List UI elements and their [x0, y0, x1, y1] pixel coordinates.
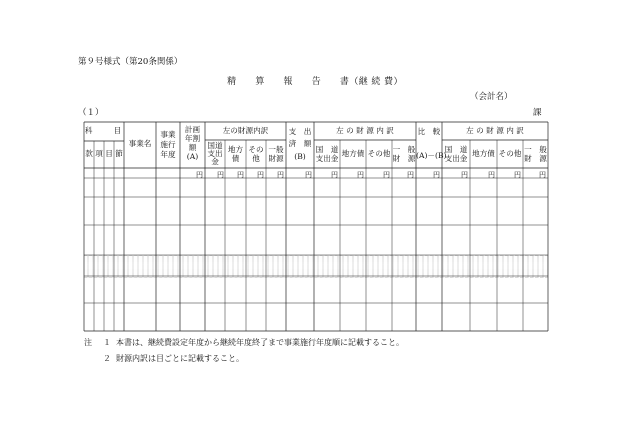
header-keikaku-4: (A) [186, 152, 199, 161]
header-jigyo-mei: 事業名 [128, 139, 152, 148]
yen-kokudou-3: 円 [461, 171, 468, 179]
header-ippan-3a: 一 般 [524, 145, 547, 154]
header-chihou-1b: 債 [231, 154, 240, 163]
note-2-number: ２ [103, 354, 111, 363]
header-hikaku-2: (A)－(B) [416, 151, 447, 160]
yen-kokudou-2: 円 [331, 171, 338, 179]
yen-chihou-1: 円 [237, 171, 244, 179]
form-number: 第９号様式（第20条関係） [78, 57, 183, 67]
header-setsu: 節 [115, 149, 123, 158]
header-chihou-3: 地方債 [472, 149, 495, 158]
header-kokudou-1a: 国道 [207, 141, 223, 150]
header-jigyo-nendo-2: 施行 [160, 140, 176, 149]
section-number: （１） [78, 108, 104, 118]
yen-chihou-2: 円 [357, 171, 364, 179]
header-kan: 款 [85, 149, 93, 158]
page-break-band [84, 255, 548, 278]
section-suffix: 課 [533, 108, 542, 118]
header-shishutsu-1: 支 出 [288, 127, 312, 136]
header-kou: 項 [95, 149, 103, 158]
yen-hikaku: 円 [433, 171, 440, 179]
accounting-unit-label: （会計名） [470, 92, 513, 102]
header-left-breakdown-2: 左 の 財 源 内 訳 [336, 126, 394, 135]
header-chihou-2: 地方債 [341, 149, 365, 158]
note-prefix: 注 [84, 338, 92, 347]
header-ippan-1a: 一般 [268, 145, 284, 154]
header-keikaku-2: 年割 [184, 134, 201, 143]
header-kokudou-2a: 国 道 [315, 145, 339, 154]
header-kokudou-3b: 支出金 [444, 154, 468, 163]
header-sonota-2: その他 [367, 149, 391, 158]
header-kokudou-1c: 金 [211, 157, 219, 166]
yen-ippan-1: 円 [277, 171, 284, 179]
yen-ippan-3: 円 [539, 171, 546, 179]
header-kokudou-2b: 支出金 [315, 154, 339, 163]
header-kokudou-3a: 国 道 [444, 145, 468, 154]
header-ippan-3b: 財 源 [524, 154, 547, 163]
yen-sonota-2: 円 [383, 171, 390, 179]
header-moku: 目 [105, 149, 113, 158]
header-shishutsu-2: 済 額 [288, 139, 312, 148]
header-sonota-1b: 他 [252, 154, 260, 163]
header-jigyo-nendo-1: 事業 [160, 130, 176, 139]
note-1-text: 本書は、継続費設定年度から継続年度終了まで事業施行年度順に記載すること。 [116, 338, 404, 347]
header-kokudou-1b: 支出 [207, 149, 223, 158]
header-keikaku-1: 計画 [184, 125, 201, 134]
header-sonota-3: その他 [498, 149, 522, 158]
document-title: 精 算 報 告 書（継 続 費） [227, 77, 403, 87]
header-left-breakdown-3: 左 の 財 源 内 訳 [466, 126, 524, 135]
header-ippan-1b: 財源 [268, 154, 284, 163]
header-ippan-2b: 財 源 [392, 154, 416, 163]
header-keikaku-3: 額 [188, 143, 197, 152]
yen-ippan-2: 円 [407, 171, 414, 179]
yen-keikaku: 円 [196, 171, 203, 179]
note-2-text: 財源内訳は目ごとに記載すること。 [116, 354, 244, 363]
yen-sonota-1: 円 [257, 171, 264, 179]
header-kamoku: 科 目 [84, 126, 124, 135]
header-left-breakdown-1: 左の財源内訳 [222, 126, 269, 135]
yen-sonota-3: 円 [514, 171, 521, 179]
yen-chihou-3: 円 [488, 171, 495, 179]
header-shishutsu-3: (B) [294, 152, 306, 161]
header-chihou-1a: 地方 [227, 145, 244, 154]
header-jigyo-nendo-3: 年度 [160, 150, 176, 159]
header-ippan-2a: 一 般 [392, 145, 416, 154]
note-1-number: １ [103, 338, 111, 347]
yen-kokudou-1: 円 [217, 171, 224, 179]
yen-shishutsu: 円 [305, 171, 312, 179]
header-hikaku-1: 比 較 [417, 127, 441, 136]
header-sonota-1a: その [248, 145, 264, 154]
